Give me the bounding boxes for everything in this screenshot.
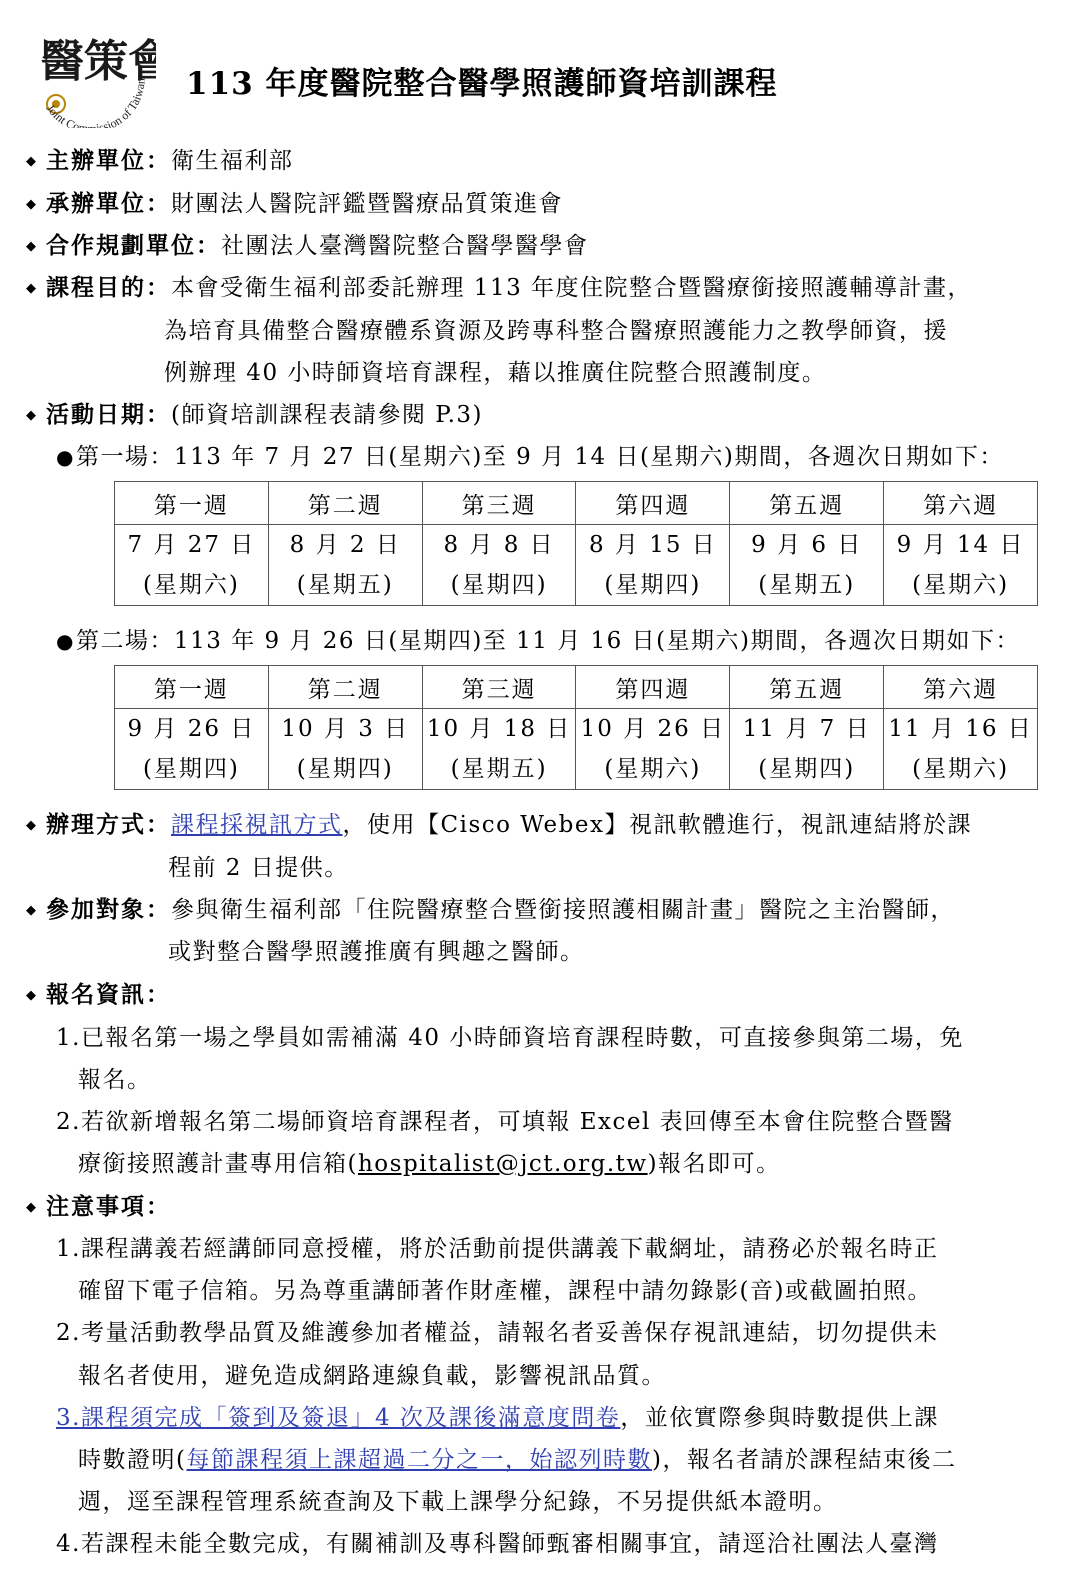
notes-label: 注意事項 (46, 1193, 146, 1220)
diamond-bullet-icon: ◆ (26, 281, 36, 296)
week-cell: 第一週 (115, 666, 269, 709)
notes-item1-line1: 1.課程講義若經講師同意授權，將於活動前提供講義下載網址，請務必於報名時正 (56, 1236, 939, 1262)
purpose-text-line1: 本會受衛生福利部委託辦理 113 年度住院整合暨醫療銜接照護輔導計畫， (171, 275, 973, 301)
session2-date-row (115, 709, 1038, 790)
undertaker-label: 承辦單位 (46, 190, 146, 217)
registration-item1-line1: 1.已報名第一場之學員如需補滿 40 小時師資培育課程時數，可直接參與第二場，免 (56, 1025, 964, 1051)
diamond-bullet-icon: ◆ (26, 197, 36, 212)
purpose-row: ◆ 課程目的：本會受衛生福利部委託辦理 113 年度住院整合暨醫療銜接照護輔導計畫， (26, 273, 972, 303)
partner-value: 社團法人臺灣醫院整合醫學醫學會 (221, 233, 589, 259)
diamond-bullet-icon: ◆ (26, 988, 36, 1003)
organizer-row: ◆ 主辦單位：衛生福利部 (26, 146, 294, 176)
diamond-bullet-icon: ◆ (26, 154, 36, 169)
method-text-line1: ，使用【Cisco Webex】視訊軟體進行，視訊連結將於課 (342, 812, 972, 838)
diamond-bullet-icon: ◆ (26, 818, 36, 833)
purpose-text-line3: 例辦理 40 小時師資培育課程，藉以推廣住院整合照護制度。 (164, 360, 827, 386)
week-cell: 第一週 (115, 482, 269, 525)
notes-item1-line2: 確留下電子信箱。另為尊重講師著作財產權，課程中請勿錄影(音)或截圖拍照。 (78, 1278, 932, 1304)
audience-text-line2: 或對整合醫學照護推廣有興趣之醫師。 (168, 939, 585, 965)
partner-row: ◆ 合作規劃單位：社團法人臺灣醫院整合醫學醫學會 (26, 231, 589, 261)
session1-table (114, 481, 1038, 606)
session1-week-row (115, 482, 1038, 525)
circle-bullet-icon: ● (56, 629, 75, 653)
session2-table (114, 665, 1038, 790)
notes-item2-line1: 2.考量活動教學品質及維護參加者權益，請報名者妥善保存視訊連結，切勿提供未 (56, 1320, 939, 1346)
week-cell: 第六週 (884, 482, 1038, 525)
method-row: ◆ 辦理方式：課程採視訊方式，使用【Cisco Webex】視訊軟體進行，視訊連結將於課 (26, 810, 972, 840)
notes-item3-line3: 週，逕至課程管理系統查詢及下載上課學分紀錄，不另提供紙本證明。 (78, 1489, 838, 1515)
logo-graphic (26, 10, 156, 128)
notes-item3-line2: 時數證明(每節課程須上課超過二分之一，始認列時數)，報名者請於課程結束後二 (78, 1447, 957, 1473)
logo-arc-text: Joint Com ssion of Taiwan (43, 77, 148, 128)
week-cell: 第六週 (884, 666, 1038, 709)
notes-item4-line1: 4.若課程未能全數完成，有關補訓及專科醫師甄審相關事宜，請逕洽社團法人臺灣 (56, 1531, 939, 1557)
undertaker-value: 財團法人醫院評鑑暨醫療品質策進會 (171, 191, 563, 217)
method-link[interactable]: 課程採視訊方式 (171, 812, 343, 838)
method-label: 辦理方式 (46, 811, 146, 838)
undertaker-row: ◆ 承辦單位：財團法人醫院評鑑暨醫療品質策進會 (26, 189, 563, 219)
date-cell: 11 月 7 日 (星期四) (730, 709, 884, 790)
activity-note: (師資培訓課程表請參閱 P.3) (171, 402, 484, 428)
diamond-bullet-icon: ◆ (26, 239, 36, 254)
diamond-bullet-icon: ◆ (26, 903, 36, 918)
date-cell: 11 月 16 日 (星期六) (884, 709, 1038, 790)
jct-logo (26, 10, 156, 128)
session1-heading (56, 442, 1004, 472)
notes-row: ◆ 注意事項： (26, 1192, 171, 1222)
purpose-text-line2: 為培育具備整合醫療體系資源及跨專科整合醫療照護能力之教學師資，援 (164, 318, 948, 344)
date-cell: 8 月 8 日 (星期四) (422, 525, 576, 606)
registration-item2-line1: 2.若欲新增報名第二場師資培育課程者，可填報 Excel 表回傳至本會住院整合暨醫 (56, 1109, 954, 1135)
date-cell: 8 月 2 日 (星期五) (268, 525, 422, 606)
method-text-line2: 程前 2 日提供。 (168, 855, 349, 881)
activity-row: ◆ 活動日期：(師資培訓課程表請參閱 P.3) (26, 400, 483, 430)
week-cell: 第三週 (422, 666, 576, 709)
session1-date-row (115, 525, 1038, 606)
audience-text-line1: 參與衛生福利部「住院醫療整合暨銜接照護相關計畫」醫院之主治醫師， (171, 897, 955, 923)
audience-label: 參加對象 (46, 896, 146, 923)
session1-text: 第一場：113 年 7 月 27 日(星期六)至 9 月 14 日(星期六)期間，各週次日期如下： (76, 444, 1004, 470)
organizer-value: 衛生福利部 (171, 148, 294, 174)
signin-requirement-link[interactable]: 課程須完成「簽到及簽退」4 次及課後滿意度問卷 (80, 1405, 621, 1431)
week-cell: 第五週 (730, 482, 884, 525)
hours-rule-link[interactable]: 每節課程須上課超過二分之一，始認列時數 (186, 1447, 652, 1473)
week-cell: 第三週 (422, 482, 576, 525)
session2-text: 第二場：113 年 9 月 26 日(星期四)至 11 月 16 日(星期六)期間，各週次日期如下： (76, 628, 1021, 654)
diamond-bullet-icon: ◆ (26, 1200, 36, 1215)
page-title: 113 年度醫院整合醫學照護師資培訓課程 (186, 66, 778, 102)
week-cell: 第二週 (268, 482, 422, 525)
registration-row: ◆ 報名資訊： (26, 980, 171, 1010)
date-cell: 9 月 6 日 (星期五) (730, 525, 884, 606)
logo-calligraphy: 醫策會 (40, 36, 156, 87)
session2-week-row (115, 666, 1038, 709)
week-cell: 第四週 (576, 482, 730, 525)
notes-item3-line1: 3.課程須完成「簽到及簽退」4 次及課後滿意度問卷，並依實際參與時數提供上課 (56, 1405, 939, 1431)
date-cell: 7 月 27 日 (星期六) (115, 525, 269, 606)
date-cell: 8 月 15 日 (星期四) (576, 525, 730, 606)
activity-label: 活動日期 (46, 401, 146, 428)
audience-row: ◆ 參加對象：參與衛生福利部「住院醫療整合暨銜接照護相關計畫」醫院之主治醫師， (26, 895, 955, 925)
diamond-bullet-icon: ◆ (26, 408, 36, 423)
date-cell: 10 月 3 日 (星期四) (268, 709, 422, 790)
week-cell: 第五週 (730, 666, 884, 709)
purpose-label: 課程目的 (46, 274, 146, 301)
registration-item1-line2: 報名。 (78, 1067, 152, 1093)
week-cell: 第四週 (576, 666, 730, 709)
email-link[interactable]: hospitalist@jct.org.tw (357, 1151, 648, 1177)
organizer-label: 主辦單位 (46, 147, 146, 174)
week-cell: 第二週 (268, 666, 422, 709)
date-cell: 9 月 26 日 (星期四) (115, 709, 269, 790)
date-cell: 10 月 26 日 (星期六) (576, 709, 730, 790)
notes-item2-line2: 報名者使用，避免造成網路連線負載，影響視訊品質。 (78, 1363, 666, 1389)
circle-bullet-icon: ● (56, 445, 75, 469)
date-cell: 9 月 14 日 (星期六) (884, 525, 1038, 606)
date-cell: 10 月 18 日 (星期五) (422, 709, 576, 790)
session2-heading (56, 626, 1020, 656)
registration-item2-line2: 療銜接照護計畫專用信箱(hospitalist@jct.org.tw)報名即可。 (78, 1151, 781, 1177)
partner-label: 合作規劃單位 (46, 232, 196, 259)
registration-label: 報名資訊 (46, 981, 146, 1008)
